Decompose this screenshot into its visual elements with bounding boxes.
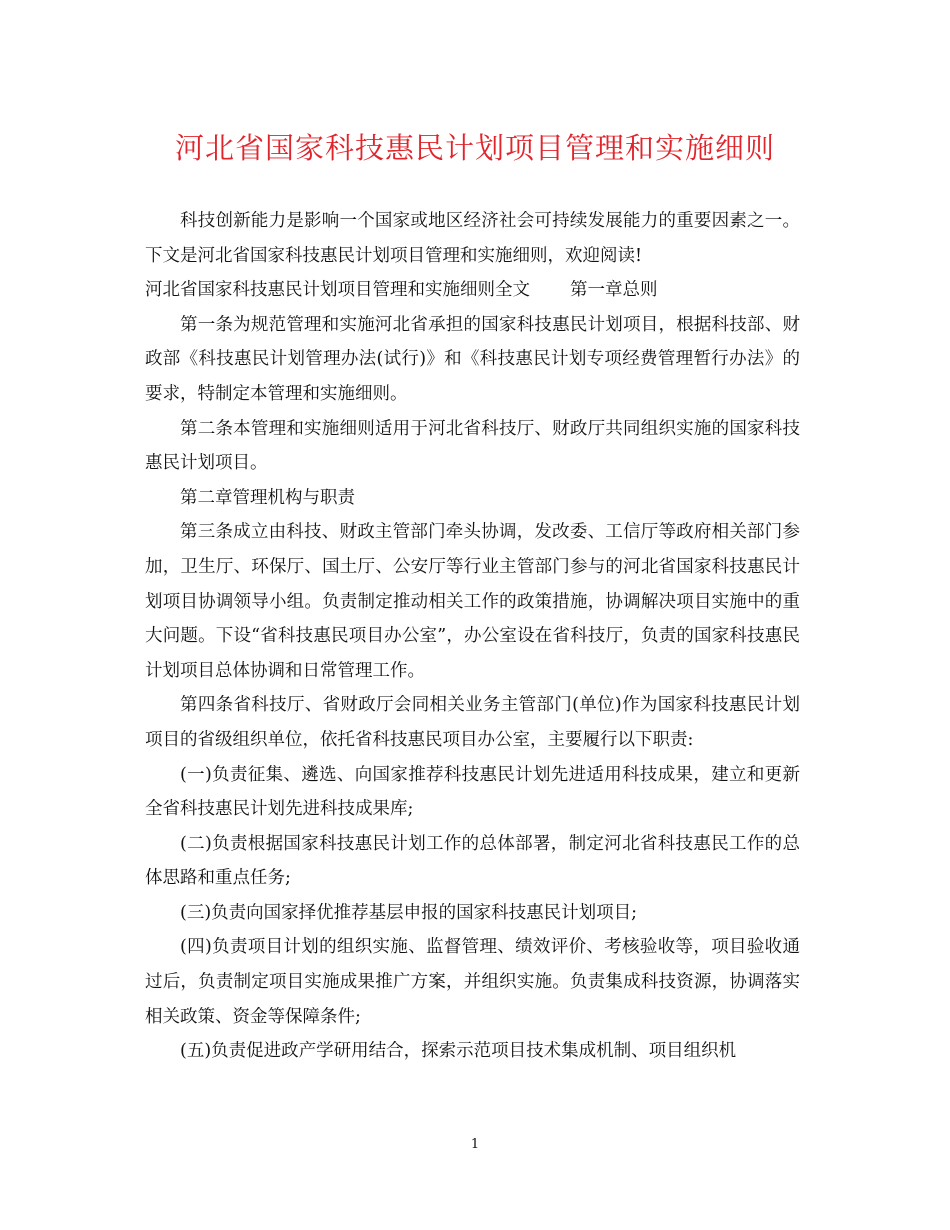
document-title: 河北省国家科技惠民计划项目管理和实施细则 bbox=[174, 131, 775, 165]
article-4-paragraph: 第四条省科技厅、省财政厅会同相关业务主管部门(单位)作为国家科技惠民计划项目的省级组织单位，依托省科技惠民项目办公室，主要履行以下职责: bbox=[145, 695, 800, 750]
duty-3-paragraph: (三)负责向国家择优推荐基层申报的国家科技惠民计划项目; bbox=[180, 902, 638, 923]
chapter-two-heading: 第二章管理机构与职责 bbox=[180, 487, 355, 508]
full-text-heading: 河北省国家科技惠民计划项目管理和实施细则全文 bbox=[145, 280, 530, 301]
duty-4-paragraph: (四)负责项目计划的组织实施、监督管理、绩效评价、考核验收等，项目验收通过后，负责制定项目实施成果推广方案，并组织实施。负责集成科技资源，协调落实相关政策、资金等保障条件; bbox=[145, 937, 800, 1027]
full-text-heading-line bbox=[145, 273, 800, 308]
article-2-paragraph: 第二条本管理和实施细则适用于河北省科技厅、财政厅共同组织实施的国家科技惠民计划项目。 bbox=[145, 418, 800, 474]
duty-5-paragraph: (五)负责促进政产学研用结合，探索示范项目技术集成机制、项目组织机 bbox=[180, 1041, 737, 1062]
chapter-one-heading: 第一章总则 bbox=[570, 280, 658, 301]
duty-2-paragraph: (二)负责根据国家科技惠民计划工作的总体部署，制定河北省科技惠民工作的总体思路和重点任务; bbox=[145, 833, 800, 889]
document-body bbox=[145, 204, 800, 1069]
duty-1-paragraph: (一)负责征集、遴选、向国家推荐科技惠民计划先进适用科技成果，建立和更新全省科技惠民计划先进科技成果库; bbox=[145, 764, 800, 820]
intro-paragraph: 科技创新能力是影响一个国家或地区经济社会可持续发展能力的重要因素之一。下文是河北省国家科技惠民计划项目管理和实施细则，欢迎阅读! bbox=[145, 211, 800, 266]
page-number: 1 bbox=[470, 1137, 480, 1152]
article-1-paragraph: 第一条为规范管理和实施河北省承担的国家科技惠民计划项目，根据科技部、财政部《科技惠民计划管理办法(试行)》和《科技惠民计划专项经费管理暂行办法》的要求，特制定本管理和实施细则。 bbox=[145, 314, 800, 404]
article-3-paragraph: 第三条成立由科技、财政主管部门牵头协调，发改委、工信厅等政府相关部门参加，卫生厅、环保厅、国土厅、公安厅等行业主管部门参与的河北省国家科技惠民计划项目协调领导小组。负责制定推动相关工作的政策措施，协调解决项目实施中的重大问题。下设“省科技惠民项目办公室”，办公室设在省科技厅，负责的国家科技惠民计划项目总体协调和日常管理工作。 bbox=[145, 522, 800, 681]
